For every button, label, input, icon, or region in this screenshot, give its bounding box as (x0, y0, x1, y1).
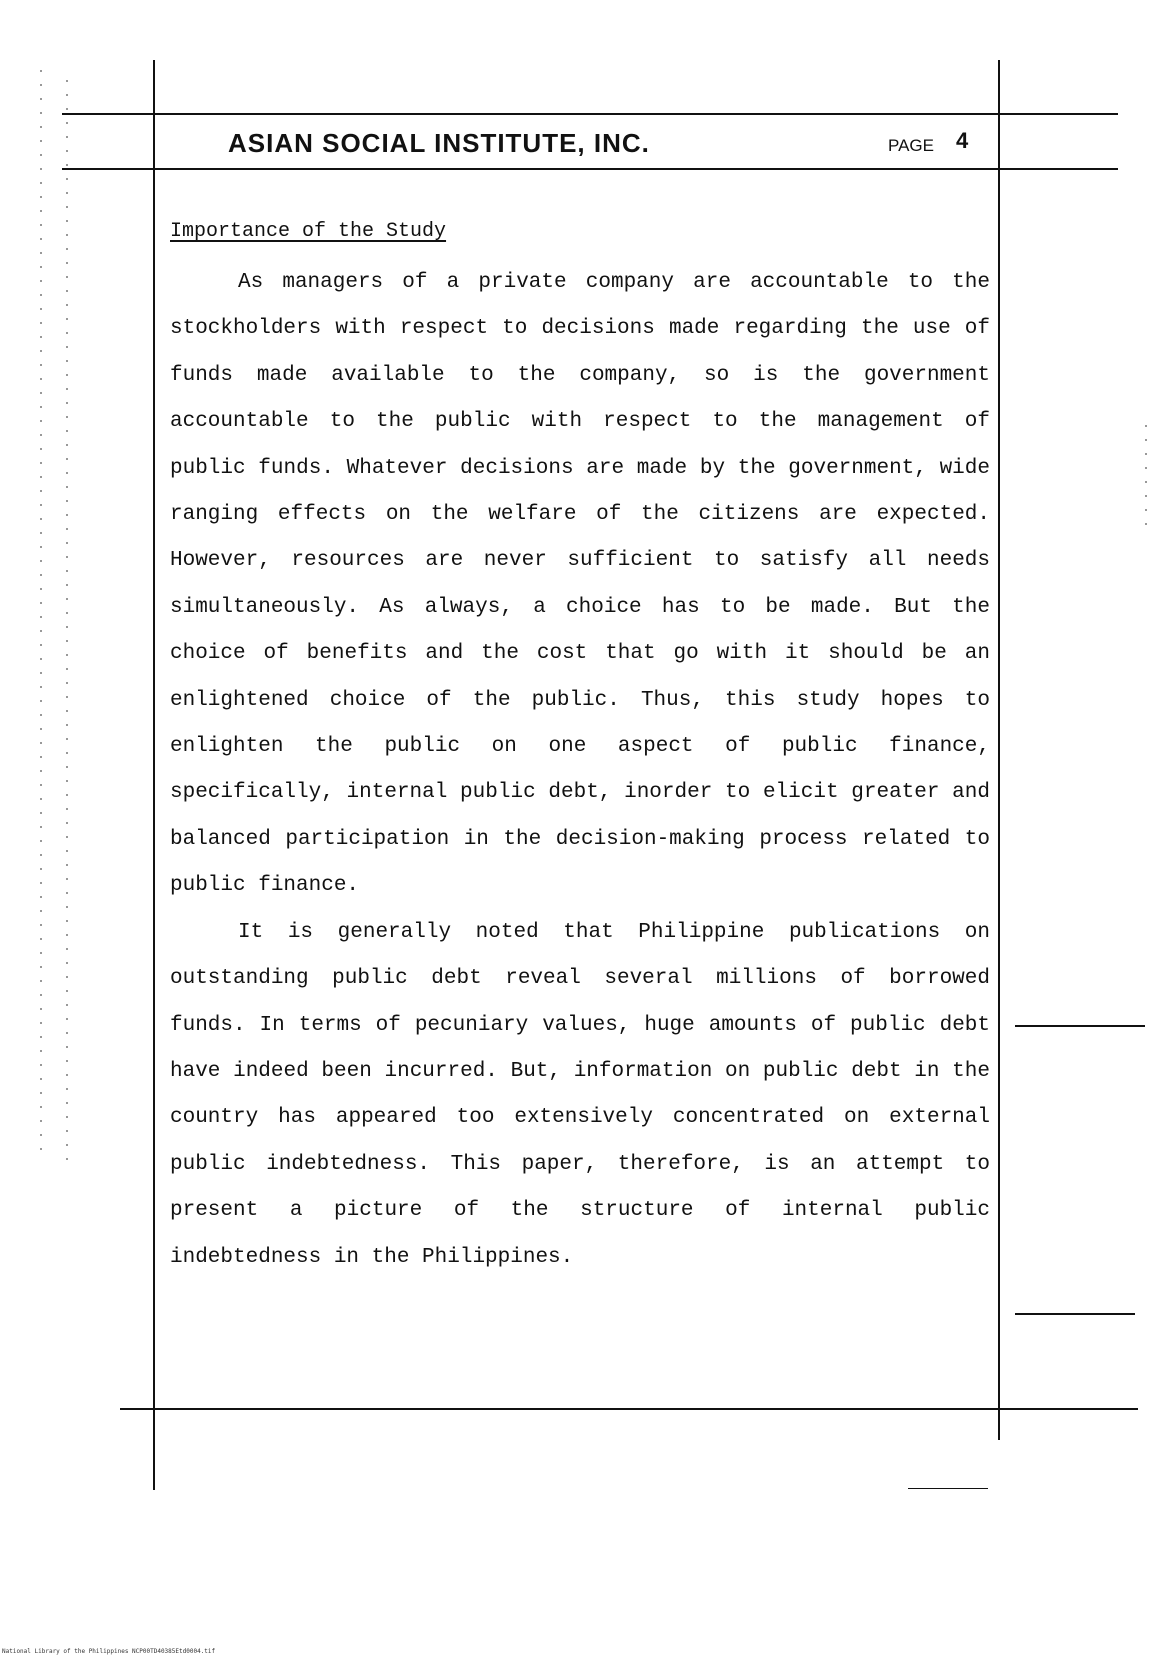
margin-dots (40, 70, 42, 1160)
header-bottom-rule (62, 168, 1118, 170)
paragraph: As managers of a private company are accountable to the stockholders with respect to decisions made regarding the use of funds made available to the company, so is the government accountable to the public with respect to the management of public funds. Whatever decisions are made by the government, wide ranging effects on the welfare of the citizens are expected. However, resources are never sufficient to satisfy all needs simultaneously. As always, a choice has to be made. But the choice of benefits and the cost that go with it should be an enlightened choice of the public. Thus, this study hopes to enlighten the public on one aspect of public finance, specifically, internal public debt, inorder to elicit greater and balanced participation in the decision-making process related to public finance. (170, 271, 990, 898)
section-heading: Importance of the Study (170, 220, 447, 243)
footer-rule (120, 1408, 1138, 1410)
source-note: National Library of the Philippines NCP00TD40385Etd0004.tif (2, 1648, 216, 1655)
bottom-signature-line (908, 1488, 988, 1489)
left-margin-rule (153, 60, 155, 1490)
institute-name: ASIAN SOCIAL INSTITUTE, INC. (228, 128, 650, 158)
margin-dots (66, 80, 68, 1160)
body-text (170, 260, 990, 1281)
paragraph: It is generally noted that Philippine publications on outstanding public debt reveal several millions of borrowed funds. In terms of pecuniary values, huge amounts of public debt have indeed been incurred. But, information on public debt in the country has appeared too extensively concentrated on external public indebtedness. This paper, therefore, is an attempt to present a picture of the structure of internal public indebtedness in the Philippines. (170, 920, 990, 1269)
page-number: 4 (956, 128, 969, 153)
margin-tick (1015, 1025, 1145, 1027)
header-top-rule (62, 113, 1118, 115)
page-label: PAGE (888, 136, 934, 155)
margin-tick (1015, 1313, 1135, 1315)
margin-dots (1145, 425, 1147, 535)
right-margin-rule (998, 60, 1000, 1440)
